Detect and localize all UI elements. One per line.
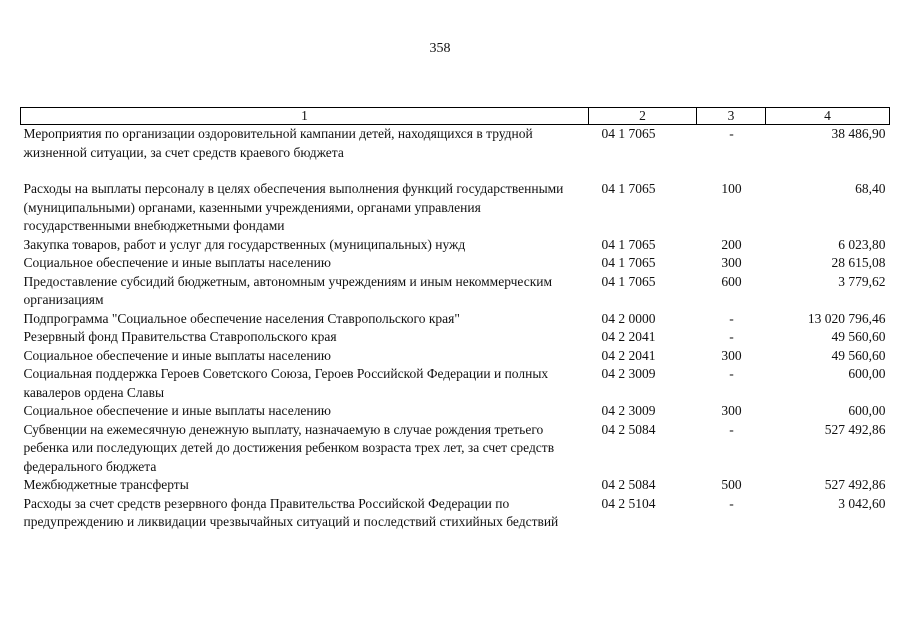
page-number: 358 xyxy=(429,41,451,56)
header-col-1: 1 xyxy=(21,108,589,125)
table-row xyxy=(21,402,890,421)
table-header xyxy=(21,108,890,125)
row-type: - xyxy=(729,126,734,141)
row-code: 04 2 0000 xyxy=(601,310,656,326)
table-row xyxy=(21,180,890,236)
row-name: Социальное обеспечение и иные выплаты населению xyxy=(23,255,331,270)
header-col-2: 2 xyxy=(589,108,697,125)
row-sum: 600,00 xyxy=(848,366,886,381)
row-code: 04 2 3009 xyxy=(601,403,656,418)
row-type: 600 xyxy=(721,273,742,289)
row-type: - xyxy=(729,495,734,511)
row-code: 04 1 7065 xyxy=(601,181,656,196)
row-name: Субвенции на ежемесячную денежную выплату, назначаемую в случае рождения третьего ребенка или последующих детей до достижения ребенком возраста трех лет, за счет средств федерального бюджета xyxy=(23,421,555,474)
row-sum: 68,40 xyxy=(855,181,886,196)
table-row xyxy=(21,495,890,532)
row-type: - xyxy=(729,310,734,326)
table-row xyxy=(21,125,890,163)
table-row xyxy=(21,273,890,310)
row-code: 04 1 7065 xyxy=(601,236,656,252)
row-sum: 38 486,90 xyxy=(831,126,886,141)
row-name: Подпрограмма "Социальное обеспечение населения Ставропольского края" xyxy=(23,310,460,326)
row-type: 300 xyxy=(721,255,742,270)
row-sum: 28 615,08 xyxy=(831,255,886,270)
row-name: Резервный фонд Правительства Ставропольского края xyxy=(23,329,337,344)
row-sum: 49 560,60 xyxy=(831,329,886,344)
row-code: 04 1 7065 xyxy=(601,126,656,141)
row-sum: 6 023,80 xyxy=(838,236,886,252)
row-code: 04 1 7065 xyxy=(601,255,656,270)
row-type: 100 xyxy=(721,181,742,196)
table-row xyxy=(21,347,890,366)
row-type: 300 xyxy=(721,347,742,363)
budget-table xyxy=(20,107,890,532)
row-type: - xyxy=(729,329,734,344)
table-body xyxy=(21,125,890,532)
row-name: Социальное обеспечение и иные выплаты населению xyxy=(23,347,331,363)
row-name: Мероприятия по организации оздоровительной кампании детей, находящихся в трудной жизненной ситуации, за счет средств краевого бюджета xyxy=(23,126,533,160)
row-type: - xyxy=(729,366,734,381)
row-name: Социальная поддержка Героев Советского Союза, Героев Российской Федерации и полных кавалеров ордена Славы xyxy=(23,366,549,400)
row-type: 300 xyxy=(721,403,742,418)
row-sum: 3 779,62 xyxy=(838,273,886,289)
row-type: - xyxy=(729,421,734,437)
row-code: 04 1 7065 xyxy=(601,273,656,289)
row-sum: 13 020 796,46 xyxy=(807,310,886,326)
row-code: 04 2 5084 xyxy=(601,477,656,492)
row-type: 500 xyxy=(721,477,742,492)
row-name: Социальное обеспечение и иные выплаты населению xyxy=(23,403,331,418)
table-row xyxy=(21,365,890,402)
row-name: Межбюджетные трансферты xyxy=(23,477,189,492)
row-sum: 600,00 xyxy=(848,403,886,418)
table-row xyxy=(21,328,890,347)
row-sum: 49 560,60 xyxy=(831,347,886,363)
table-row xyxy=(21,421,890,477)
row-sum: 527 492,86 xyxy=(824,477,886,492)
header-col-4: 4 xyxy=(766,108,890,125)
row-code: 04 2 5104 xyxy=(601,495,656,511)
row-name: Расходы за счет средств резервного фонда Правительства Российской Федерации по предупреждению и ликвидации чрезвычайных ситуаций и последствий стихийных бедствий xyxy=(23,495,559,529)
row-code: 04 2 3009 xyxy=(601,366,656,381)
table-row xyxy=(21,236,890,255)
row-code: 04 2 2041 xyxy=(601,329,656,344)
row-name: Расходы на выплаты персоналу в целях обеспечения выполнения функций государственными (муниципальными) органами, казенными учреждениями, органами управления государственными внебюджетными фондами xyxy=(23,181,564,233)
table-row xyxy=(21,310,890,329)
row-sum: 3 042,60 xyxy=(838,495,886,511)
table-row xyxy=(21,254,890,273)
header-col-3: 3 xyxy=(697,108,766,125)
row-code: 04 2 2041 xyxy=(601,347,656,363)
row-code: 04 2 5084 xyxy=(601,421,656,437)
row-name: Предоставление субсидий бюджетным, автономным учреждениям и иным некоммерческим организациям xyxy=(23,273,553,307)
row-spacer xyxy=(21,162,890,180)
row-type: 200 xyxy=(721,236,742,252)
row-sum: 527 492,86 xyxy=(824,421,886,437)
table-row xyxy=(21,476,890,495)
row-name: Закупка товаров, работ и услуг для государственных (муниципальных) нужд xyxy=(23,236,466,252)
